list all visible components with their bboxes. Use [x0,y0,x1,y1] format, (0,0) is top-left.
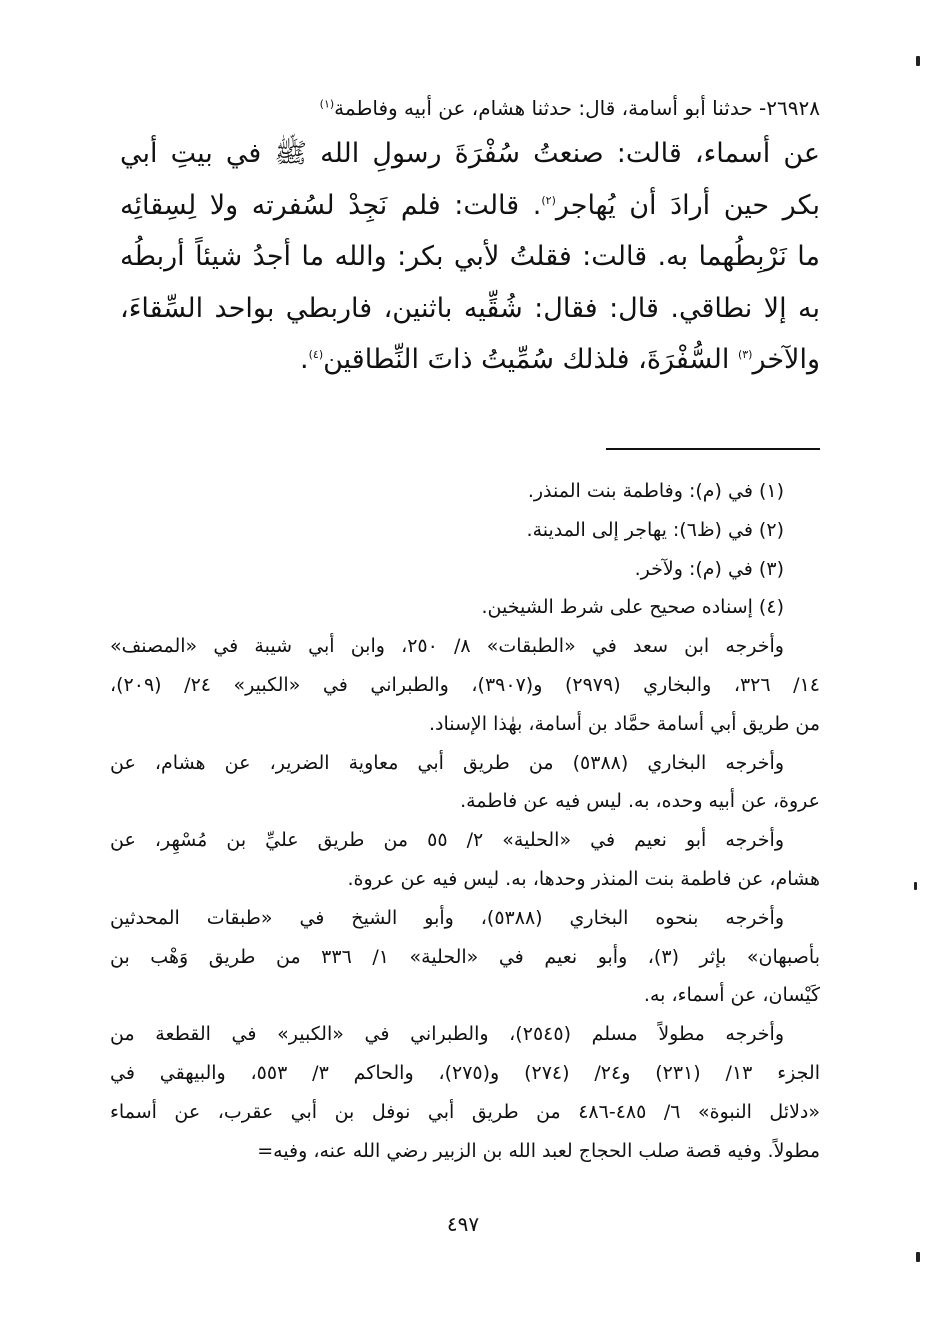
hadith-line-3: ما نَرْبِطُهما به. قالت: فقلتُ لأبي بكر: والله ما أجدُ شيئاً أربطُه [120,241,820,272]
takhrij-paragraph-3 [110,821,820,899]
takhrij-4-line-3: كَيْسان، عن أسماء، به. [643,984,820,1007]
hadith-lead-line [120,90,820,126]
footnote-1: (١) في (م): وفاطمة بنت المنذر. [527,480,784,502]
takhrij-paragraph-5 [110,1015,820,1170]
takhrij-4-line-2: بأصبهان» بإثر (٣)، وأبو نعيم في «الحلية» ١/ ٣٣٦ من طريق وَهْب بن [110,945,820,968]
margin-mark-middle [914,882,917,890]
margin-mark-bottom [916,1252,920,1262]
hadith-line-1: عن أسماء، قالت: صنعتُ سُفْرَةَ رسولِ الله ﷺ في بيتِ أبي [120,138,820,169]
takhrij-1-line-2: ١٤/ ٣٢٦، والبخاري (٢٩٧٩) و(٣٩٠٧)، والطبراني في «الكبير» ٢٤/ (٢٠٩)، [110,673,820,696]
hadith-line-4: به إلا نطاقي. قال: فقال: شُقِّيه باثنين، فاربطي بواحد السِّقاءَ، [120,292,820,324]
takhrij-2-line-2: عروة، عن أبيه وحده، به. ليس فيه عن فاطمة. [460,790,820,813]
footnote-ref-4: (٤) [308,348,324,361]
takhrij-paragraph-2 [110,744,820,822]
hadith-line-5 [120,334,820,386]
margin-mark-top [916,56,920,66]
hadith-body [120,128,820,386]
hadith-line-5-rest: السُّفْرَةَ، فلذلك سُمِّيتُ ذاتَ النِّطاقين [323,344,738,375]
hadith-line-2-rest: . قالت: فلم نَجِدْ لسُفرته ولا لِسِقائِه [120,189,542,221]
footnote-separator [606,448,820,450]
takhrij-5-line-3: «دلائل النبوة» ٦/ ٤٨٥-٤٨٦ من طريق أبي نوفل بن أبي عقرب، عن أسماء [110,1100,820,1123]
takhrij-5-line-1: وأخرجه مطولاً مسلم (٢٥٤٥)، والطبراني في «الكبير» في القطعة من [110,1023,785,1046]
footnote-ref-1: (١) [319,97,335,111]
takhrij-3-line-1: وأخرجه أبو نعيم في «الحلية» ٢/ ٥٥ من طريق عليِّ بن مُسْهِر، عن [110,829,784,852]
footnotes [110,472,820,1170]
footnote-3: (٣) في (م): ولآخر. [634,557,784,580]
hadith-line-2-start: بكر حين أرادَ أن يُهاجر [555,189,820,221]
takhrij-5-line-4: مطولاً. وفيه قصة صلب الحجاج لعبد الله بن الزبير رضي الله عنه، وفيه= [257,1139,820,1162]
takhrij-1-line-3: من طريق أبي أسامة حمَّاد بن أسامة، بهٰذا الإسناد. [428,712,820,735]
hadith-line-5-end: . [300,344,309,375]
page-number: ٤٩٧ [446,1212,480,1236]
hadith-lead-text: ٢٦٩٢٨- حدثنا أبو أسامة، قال: حدثنا هشام، عن أبيه وفاطمة [334,96,820,120]
takhrij-paragraph-1 [110,627,820,743]
takhrij-4-line-1: وأخرجه بنحوه البخاري (٥٣٨٨)، وأبو الشيخ في «طبقات المحدثين [110,906,784,929]
takhrij-3-line-2: هشام، عن فاطمة بنت المنذر وحدها، به. ليس فيه عن عروة. [347,867,820,890]
hadith-line-2 [120,180,820,232]
hadith-text [120,90,820,386]
footnote-4: (٤) إسناده صحيح على شرط الشيخين. [481,596,784,619]
takhrij-5-line-2: الجزء ١٣/ (٢٣١) و٢٤/ (٢٧٤) و(٢٧٥)، والحاكم ٣/ ٥٥٣، والبيهقي في [110,1061,820,1084]
takhrij-1-line-1: وأخرجه ابن سعد في «الطبقات» ٨/ ٢٥٠، وابن أبي شيبة في «المصنف» [110,635,784,658]
takhrij-2-line-1: وأخرجه البخاري (٥٣٨٨) من طريق أبي معاوية الضرير، عن هشام، عن [110,751,785,774]
footnote-ref-3: (٣) [737,348,753,361]
footnote-ref-2: (٢) [541,193,556,207]
footnote-2: (٢) في (ظ٦): يهاجر إلى المدينة. [526,518,784,541]
hadith-line-5-start: والآخر [752,344,820,375]
takhrij-paragraph-4 [110,899,820,1015]
